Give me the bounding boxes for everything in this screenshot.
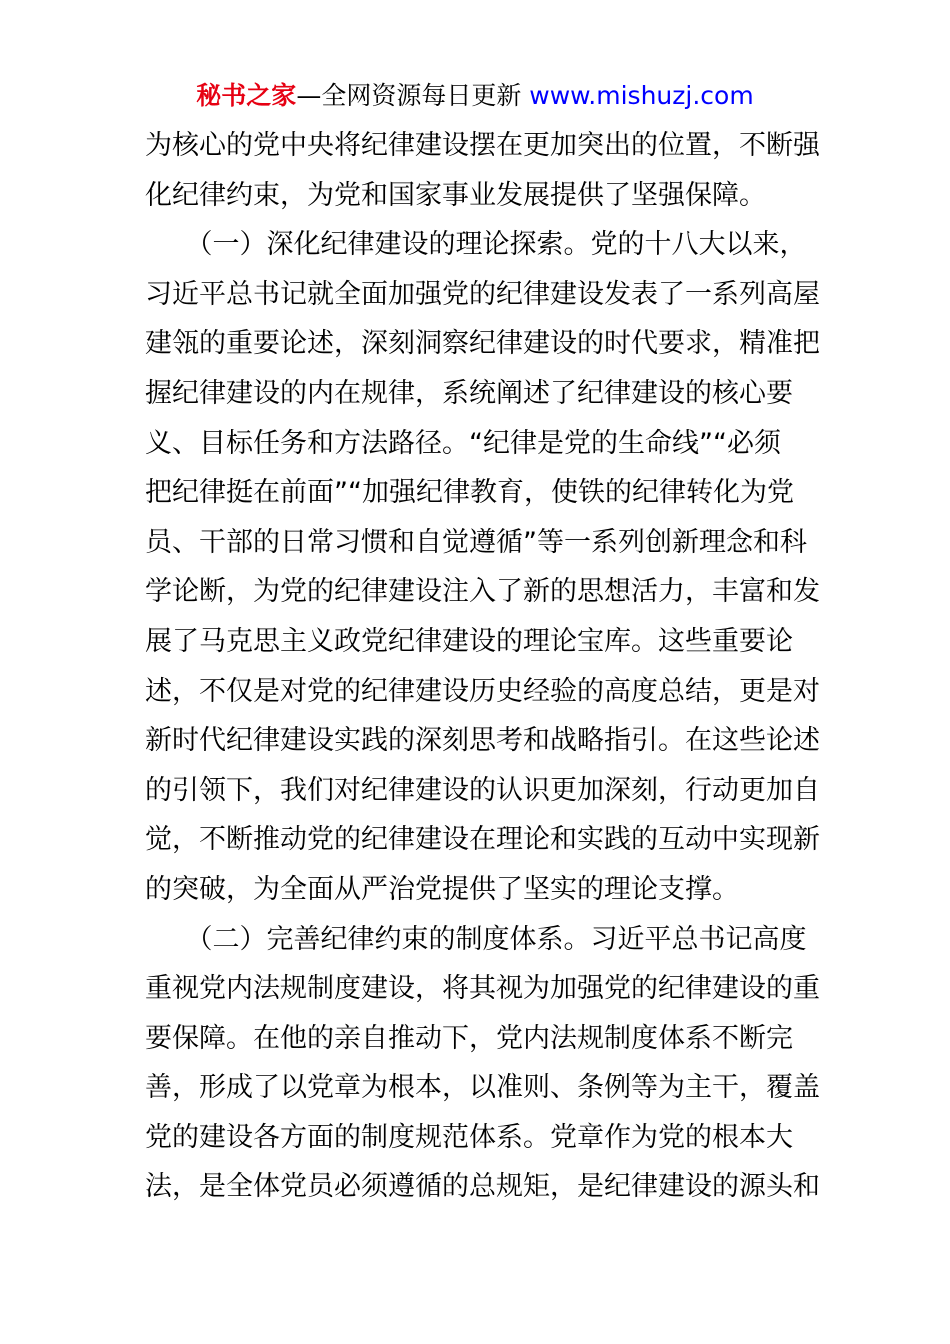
text-line: （一）深化纪律建设的理论探索。党的十八大以来， [145,229,807,261]
text-line: 义、目标任务和方法路径。“纪律是党的生命线”“必须 [145,427,781,459]
text-line: 述，不仅是对党的纪律建设历史经验的高度总结，更是对 [145,675,820,707]
site-brand: 秘书之家 [196,81,297,110]
text-line: 党的建设各方面的制度规范体系。党章作为党的根本大 [145,1121,793,1153]
text-line: 善，形成了以党章为根本，以准则、条例等为主干，覆盖 [145,1072,820,1104]
site-url-link[interactable]: www.mishuzj.com [529,81,754,110]
text-line: 要保障。在他的亲自推动下，党内法规制度体系不断完 [145,1022,793,1054]
text-line: 建瓴的重要论述，深刻洞察纪律建设的时代要求，精准把 [145,328,820,360]
document-body [145,121,820,1212]
text-line: 展了马克思主义政党纪律建设的理论宝库。这些重要论 [145,625,793,657]
text-line: 学论断，为党的纪律建设注入了新的思想活力，丰富和发 [145,576,820,608]
site-tagline: —全网资源每日更新 [296,81,530,110]
text-line: 化纪律约束，为党和国家事业发展提供了坚强保障。 [145,179,766,211]
text-line: 的引领下，我们对纪律建设的认识更加深刻，行动更加自 [145,774,820,806]
text-line: 新时代纪律建设实践的深刻思考和战略指引。在这些论述 [145,725,820,757]
text-line: 重视党内法规制度建设，将其视为加强党的纪律建设的重 [145,973,820,1005]
text-line: 把纪律挺在前面”“加强纪律教育，使铁的纪律转化为党 [145,477,794,509]
site-header [0,78,950,114]
text-line: 握纪律建设的内在规律，系统阐述了纪律建设的核心要 [145,377,793,409]
text-line: 员、干部的日常习惯和自觉遵循”等一系列创新理念和科 [145,526,807,558]
text-line: 觉，不断推动党的纪律建设在理论和实践的互动中实现新 [145,824,820,856]
text-line: 法，是全体党员必须遵循的总规矩，是纪律建设的源头和 [145,1171,820,1203]
text-line: 为核心的党中央将纪律建设摆在更加突出的位置，不断强 [145,130,820,161]
text-line: 的突破，为全面从严治党提供了坚实的理论支撑。 [145,873,739,905]
text-line: （二）完善纪律约束的制度体系。习近平总书记高度 [145,923,807,955]
text-line: 习近平总书记就全面加强党的纪律建设发表了一系列高屋 [145,278,820,310]
